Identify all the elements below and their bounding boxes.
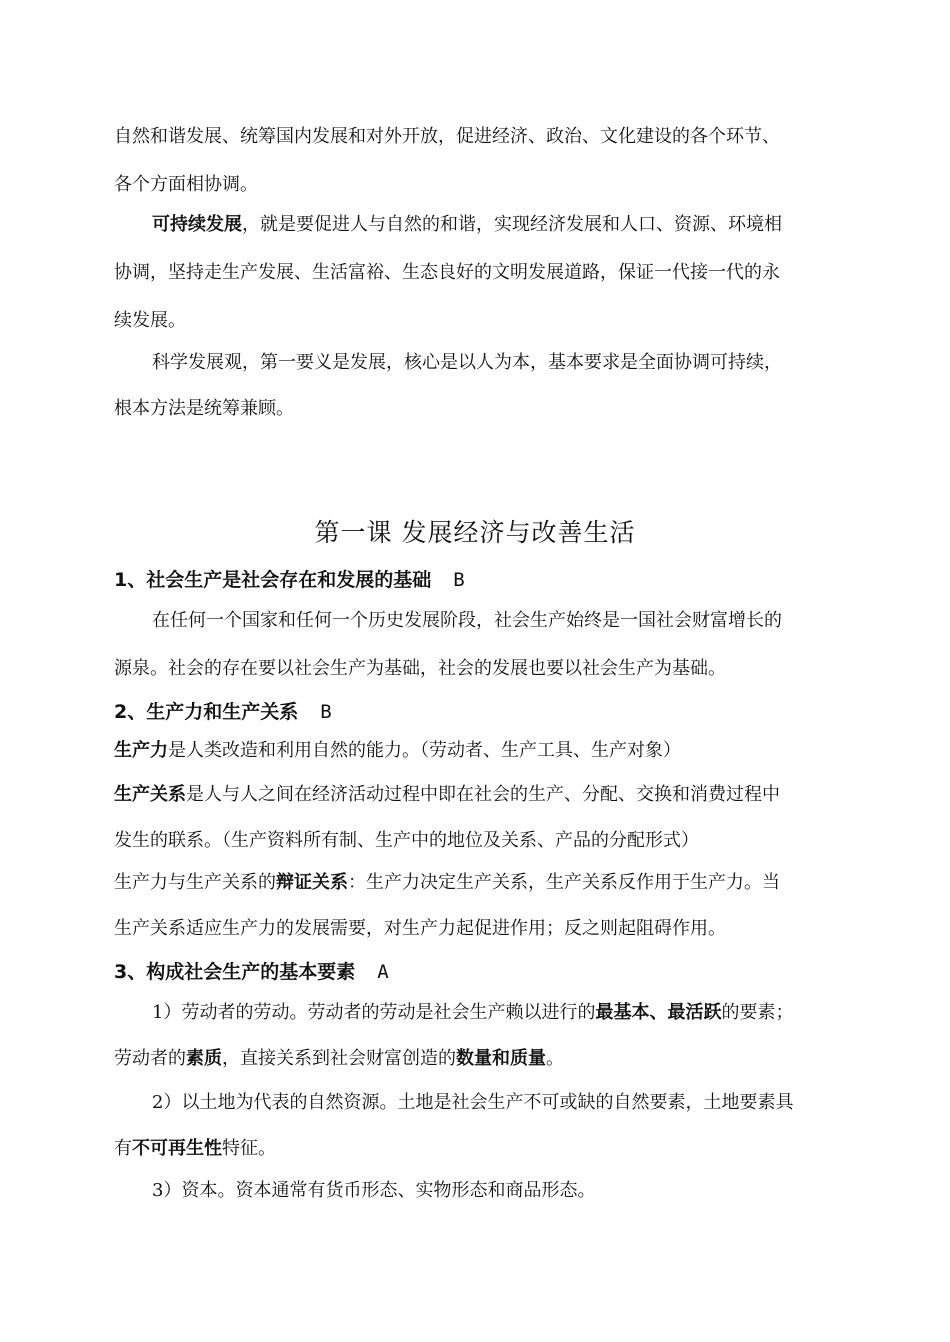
section1-heading — [114, 566, 839, 594]
section1-grade: B — [453, 569, 465, 591]
section2-productivity-text: 是人类改造和利用自然的能力。（劳动者、生产工具、生产对象） — [168, 740, 681, 761]
term-most-basic-active: 最基本、最活跃 — [595, 1002, 722, 1023]
section3-item1-pre: 1）劳动者的劳动。劳动者的劳动是社会生产赖以进行的 — [152, 1002, 596, 1023]
term-dialectic-relation: 辩证关系 — [276, 872, 348, 893]
intro-p2-line2: 协调，坚持走生产发展、生活富裕、生态良好的文明发展道路，保证一代接一代的永 — [114, 262, 780, 283]
section3-heading-text: 3、构成社会生产的基本要素 — [114, 961, 356, 983]
section2-heading — [114, 698, 839, 726]
section3-item2-line2-pre: 有 — [114, 1138, 132, 1159]
section3-item1-line1 — [152, 1000, 839, 1026]
section3-item1-line2-post: 。 — [546, 1048, 564, 1069]
section2-dialectic-text: ：生产力决定生产关系，生产关系反作用于生产力。当 — [348, 872, 780, 893]
section3-item2-line2-post: 特征。 — [222, 1138, 276, 1159]
section2-relations-line1 — [114, 782, 839, 808]
intro-p3-line1: 科学发展观，第一要义是发展，核心是以人为本，基本要求是全面协调可持续， — [152, 352, 782, 373]
term-quantity-and-quality: 数量和质量 — [456, 1048, 546, 1069]
section1-heading-text: 1、社会生产是社会存在和发展的基础 — [114, 569, 432, 591]
intro-p1-line2: 各个方面相协调。 — [114, 174, 258, 195]
term-quality: 素质 — [186, 1048, 222, 1069]
section2-relations-text: 是人与人之间在经济活动过程中即在社会的生产、分配、交换和消费过程中 — [186, 784, 780, 805]
term-non-renewable: 不可再生性 — [132, 1138, 222, 1159]
section3-item1-line2 — [114, 1046, 839, 1072]
section3-item1-line2-pre: 劳动者的 — [114, 1048, 186, 1069]
section2-relations-line2: 发生的联系。（生产资料所有制、生产中的地位及关系、产品的分配形式） — [114, 830, 699, 851]
section3-item1-line2-mid: ，直接关系到社会财富创造的 — [222, 1048, 456, 1069]
section2-dialectic-pre: 生产力与生产关系的 — [114, 872, 276, 893]
section3-item2-line1: 2）以土地为代表的自然资源。土地是社会生产不可或缺的自然要素，土地要素具 — [152, 1092, 794, 1113]
term-sustainable-development: 可持续发展 — [152, 214, 242, 235]
section3-item1-post: 的要素； — [721, 1002, 794, 1023]
intro-p3-line2: 根本方法是统筹兼顾。 — [114, 398, 294, 419]
section3-grade: A — [377, 961, 389, 983]
section2-productivity — [114, 738, 839, 764]
section3-heading — [114, 958, 839, 986]
section2-grade: B — [320, 701, 332, 723]
lesson-title: 第一课 发展经济与改善生活 — [314, 518, 636, 547]
section3-item2-line2 — [114, 1136, 839, 1162]
intro-p2-line3: 续发展。 — [114, 310, 186, 331]
intro-p1-line1: 自然和谐发展、统筹国内发展和对外开放，促进经济、政治、文化建设的各个环节、 — [114, 126, 780, 147]
term-productivity: 生产力 — [114, 740, 168, 761]
intro-p2-line1 — [152, 212, 839, 238]
intro-p2-line1-text: ，就是要促进人与自然的和谐，实现经济发展和人口、资源、环境相 — [242, 214, 782, 235]
section2-dialectic-line1 — [114, 870, 839, 896]
section2-dialectic-line2: 生产关系适应生产力的发展需要，对生产力起促进作用；反之则起阻碍作用。 — [114, 918, 726, 939]
section1-line1: 在任何一个国家和任何一个历史发展阶段，社会生产始终是一国社会财富增长的 — [152, 610, 782, 631]
section2-heading-text: 2、生产力和生产关系 — [114, 701, 299, 723]
term-production-relations: 生产关系 — [114, 784, 186, 805]
section3-item3-line1: 3）资本。资本通常有货币形态、实物形态和商品形态。 — [152, 1180, 596, 1201]
section1-line2: 源泉。社会的存在要以社会生产为基础，社会的发展也要以社会生产为基础。 — [114, 658, 726, 679]
